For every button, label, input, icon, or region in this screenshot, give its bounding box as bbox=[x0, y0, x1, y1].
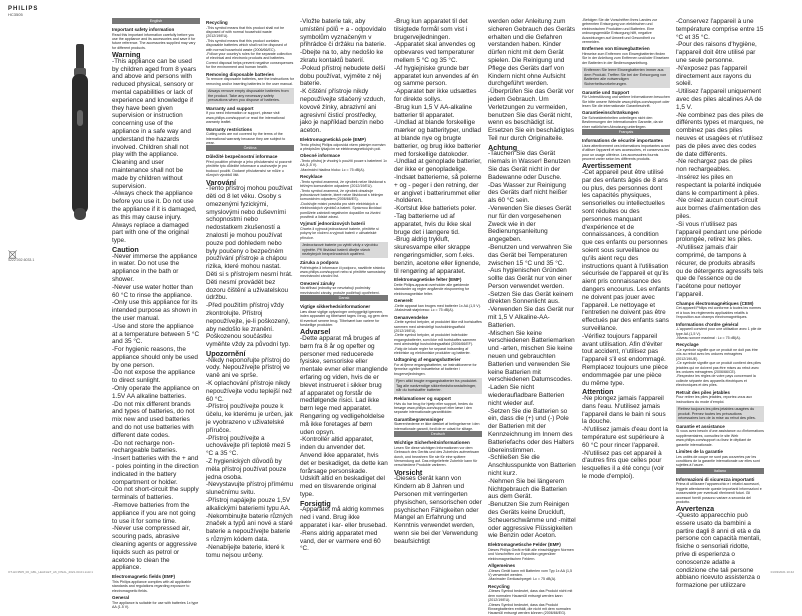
section-body: Si vous avez besoin d'une assistance ou d'informations supplémentaires, consultez le site Web www.philips.com/support ou lisez le dépliant de garantie internationale. bbox=[676, 429, 764, 447]
section-body: Tento přístroj Philips odpovídá všem platným normám a předpisům týkajícím se elektromagnetických polí. bbox=[300, 142, 386, 151]
section-body: -This appliance can be used by children aged from 8 years and above and persons with reduced physical, sensory or mental capabilities or lack of experience and knowledge if they have been given supervision or instruction concerning use of the appliance in a safe way and understand the hazards involved. Children shall not play with the appliance. Cleaning and user maintenance shall not be made by children without supervision. -Always check the appliance before you use it. Do not use the appliance if it is damaged, as this may cause injury. Always replace a damaged part with one of the original type. bbox=[112, 57, 197, 245]
note-box: Entfernen Sie leere Einwegbatterien immer aus dem Produkt. Treffen Sie bei der Entsorgung von Batterien alle notwendigen Sicherheitsvorkehrungen. bbox=[582, 67, 670, 87]
section-body: Lisez attentivement ces informations importantes avant d'utiliser l'appareil et ses accessoires, et conservez-les pour un usage ultérieur. Les accessoires fournis peuvent varier selon les différents produits. bbox=[582, 143, 670, 162]
section-body: Prima di utilizzare l'apparecchio e i relativi accessori, leggete attentamente queste importanti informazioni e conservatele per eventuali riferimenti futuri. Gli accessori forniti possono variare a seconda del prodotto. bbox=[676, 482, 762, 504]
language-header: English bbox=[112, 18, 200, 24]
section-heading: Champs électromagnétiques (CEM) bbox=[676, 300, 754, 306]
section-heading: Advarsel bbox=[300, 327, 331, 337]
section-heading: Varování bbox=[206, 177, 236, 187]
section-heading: Elektromagnetiske felter (EMF) bbox=[394, 277, 462, 283]
note-box: Always remove empty disposable batteries from the product. Take any necessary safety precautions when you dispose of batteries. bbox=[206, 88, 294, 104]
section-heading: Elektromagnetická pole (EMP) bbox=[300, 136, 366, 142]
text-column-2 bbox=[206, 18, 294, 563]
section-heading: Důležité bezpečnostní informace bbox=[206, 154, 278, 160]
section-heading: Vigtige sikkerhedsinformationer bbox=[300, 304, 371, 310]
section-body: Læs disse vigtige oplysninger omhyggeligt igennem, inden apparatet og tilbehøret tages i brug, og gem dem til eventuel senere brug. Tilbehøret kan variere for forskellige produkter. bbox=[300, 309, 388, 328]
section-body: -Befolgen Sie die Vorschriften Ihres Landes zur getrennten Entsorgung von elektrischen und elektronischen Produkten und Batterien. Eine ordnungsgemäße Entsorgung hilft, negative Auswirkungen auf Umwelt und Gesundheit zu vermeiden. bbox=[582, 18, 658, 45]
trimmer-illustration bbox=[60, 40, 100, 230]
section-body: This Philips appliance complies with all applicable standards and regulations regarding exposure to electromagnetic fields. bbox=[112, 579, 192, 593]
section-body: -Brug kun apparatet til det tilsigtede formål som vist i brugervejledningen. -Apparatet skal anvendes og opbevares ved temperaturer mellem 5 °C og 35 °C. -Af hygiejniske grunde bør apparatet kun anvendes af én og samme person. -Apparatet bør ikke udsættes for direkte sollys. -Brug kun 1,5 V AA-alkaline batterier til apparatet. -Undlad at blande forskellige mærker og batterityper, undlad at blande nye og brugte batterier, og brug ikke batterier med forskellige datokoder. -Undlad at genoplade batterier, der ikke er genopladelige. -Indsæt batterierne, så polerne + og - peger i den retning, der er angivet i batterirummet eller -holderen. -Kortslut ikke batteriets poler. -Tag batterierne ud af apparatet, hvis du ikke skal bruge det i længere tid. -Brug aldrig trykluft, skuresvampe eller skrappe rengøringsmidler, som f.eks. benzin, acetone eller lignende, til rengøring af apparatet. bbox=[394, 18, 482, 275]
section-body: Cutting units are not covered by the terms of the international warranty because they are subject to wear. bbox=[206, 132, 286, 146]
section-heading: Wichtige Sicherheitsinformationen bbox=[394, 440, 470, 446]
section-heading: Vorsicht bbox=[394, 467, 423, 477]
section-body: werden oder Anleitung zum sicheren Gebrauch des Geräts erhalten und die Gefahren verstanden haben. Kinder dürfen nicht mit dem Gerät spielen. Die Reinigung und Pflege des Geräts darf von Kindern nicht ohne Aufsicht durchgeführt werden. -Überprüfen Sie das Gerät vor jedem Gebrauch. Um Verletzungen zu vermeiden, benutzen Sie das Gerät nicht, wenn es beschädigt ist. Ersetzen Sie ein beschädigtes Teil nur durch Originalteile. bbox=[488, 18, 576, 142]
note-box: Retirez toujours les piles jetables usagées du produit. Prenez toutes les précautions nécessaires lors de la mise au rebut des piles. bbox=[676, 406, 764, 422]
text-column-1 bbox=[112, 18, 200, 610]
section-heading: Garantie et assistance bbox=[676, 423, 725, 429]
section-body: -Questo apparecchio può essere usato da bambini a partire dagli 8 anni di età e da persone con capacità mentali, fisiche o sensoriali ridotte, prive di esperienza o conoscenze adatte a condizione che tali persone abbiano ricevuto assistenza o formazione per utilizzare bbox=[676, 512, 761, 590]
section-heading: Recyclage bbox=[676, 342, 699, 348]
section-heading: Genanvendelse bbox=[394, 314, 428, 320]
section-heading: Caution bbox=[112, 244, 139, 254]
text-column-4 bbox=[394, 18, 482, 563]
section-heading: Electromagnetic fields (EMF) bbox=[112, 574, 176, 580]
section-heading: Avvertenza bbox=[676, 504, 715, 514]
section-heading: Garantibegrænsninger bbox=[394, 416, 444, 422]
section-body: Chcete-li vyjmout jednorázové baterie, přečtěte si pokyny ke vložení a vyjmutí baterií v uživatelské příručce. bbox=[300, 227, 379, 240]
section-body: Skærenhederne er ikke dækket af betingelserne i den internationale garanti, fordi de er udsat for slitage. bbox=[394, 422, 480, 431]
section-heading: Záruka a podpora bbox=[300, 260, 339, 266]
section-body: Pour retirer les piles jetables, reportez-vous aux instructions du mode d'emploi. bbox=[676, 395, 753, 404]
section-heading: Achtung bbox=[488, 142, 518, 152]
section-heading: Retrait des piles jetables bbox=[676, 389, 730, 395]
section-body: Potřebujete-li informace či podporu, navštivte stránku www.philips.com/support nebo si přečtěte samostatný mezinárodní záruční list. bbox=[300, 265, 386, 279]
section-heading: Vyjmutí jednorázových baterií bbox=[300, 221, 365, 227]
section-body: -Apparatet må aldrig kommes ned i vand. Brug ikke apparatet i kar- eller brusebad. -Rens aldrig apparatet med vand, der er varmere end 60 °C. bbox=[300, 506, 388, 553]
section-body: -Conservez l'appareil à une température comprise entre 15 °C et 35 °C. -Pour des raisons d'hygiène, l'appareil doit être utilisé par une seule personne. -N'exposez pas l'appareil directement aux rayons du soleil. -Utilisez l'appareil uniquement avec des piles alcalines AA de 1,5 V. -Ne combinez pas des piles de différents types et marques, ne combinez pas des piles neuves et usagées et n'utilisez pas de piles avec des codes de date différents. -Ne rechargez pas de piles non rechargeables. -Insérez les piles en respectant la polarité indiquée dans le compartiment à piles. -Ne créez aucun court-circuit aux bornes d'alimentation des piles. -Si vous n'utilisez pas l'appareil pendant une période prolongée, retirez les piles. -N'utilisez jamais d'air comprimé, de tampons à récurer, de produits abrasifs ou de détergents agressifs tels que de l'essence ou de l'acétone pour nettoyer l'appareil. bbox=[676, 18, 764, 298]
section-heading: Entfernen von Einwegbatterien bbox=[582, 46, 650, 52]
section-body: If you need information or support, please visit www.philips.com/support or read the international warranty leaflet. bbox=[206, 111, 285, 125]
section-heading: Warranty restrictions bbox=[206, 126, 253, 132]
section-body: Hvis du har brug for hjælp eller support, bedes du besøge www.philips.com/support eller læse i den separate internationale garantifolder. bbox=[394, 401, 473, 415]
section-heading: Attention bbox=[582, 387, 614, 397]
footer-date: 01/03/2021 10:42 bbox=[770, 570, 794, 574]
section-body: To remove disposable batteries, see the instructions for removing and/or inserting batteries in the user manual. bbox=[206, 77, 294, 86]
text-column-6 bbox=[582, 18, 670, 563]
section-body: -Tento přístroj mohou používat děti od 8 let věku. Osoby s omezenými fyzickými, smyslovými nebo duševními schopnostmi nebo nedostatkem zkušeností a znalostí je mohou používat pouze pod dohledem nebo byly poučeny o bezpečném používání přístroje a chápou rizika, které mohou nastat. Děti si s přístrojem nesmí hrát. Děti nesmí provádět bez dozoru čištění a uživatelskou údržbu. -Před použitím přístroj vždy zkontrolujte. Přístroj nepoužívejte, je-li poškozený, aby nedošlo ke zranění. Poškozenou součástku vyměňte vždy za původní typ. bbox=[206, 185, 293, 349]
section-heading: Elektromagnetische Felder (EMF) bbox=[488, 542, 561, 548]
section-heading: Omezení záruky bbox=[300, 280, 335, 286]
footer-file: OT-HC3505_00_GBL_LEAFLET_A6_FINAL_2021-03-01.indd 1 bbox=[8, 570, 93, 574]
section-heading: Removing disposable batteries bbox=[206, 71, 274, 77]
section-body: -Ce symbole signifie que ce produit ne doit pas être mis au rebut avec les ordures ménagères (2012/19/UE). -Ce symbole signifie que ce produit contient des piles jetables qui ne doivent pas être mises au rebut avec les ordures ménagères (2006/66/CE). -Respectez les règles de votre pays concernant la collecte séparée des appareils électriques et électroniques et des piles. bbox=[676, 347, 761, 388]
section-heading: General bbox=[112, 595, 130, 601]
section-heading: Forsigtig bbox=[300, 498, 331, 508]
section-body: -Vložte baterie tak, aby umístění pólů + a - odpovídalo symbolům vyznačeným v přihrádce či držáku na baterie. -Dbejte na to, aby nedošlo ke zkratu kontaktů baterií. -Pokud přístroj nebudete delší dobu používat, vyjměte z něj baterie. -K čištění přístroje nikdy nepoužívejte stlačený vzduch, kovové žínky, abrazivní ani agresivní čisticí prostředky, jako je například benzín nebo aceton. bbox=[300, 18, 387, 135]
section-heading: Warning bbox=[112, 50, 141, 60]
section-body: -Ne plongez jamais l'appareil dans l'eau. N'utilisez jamais l'appareil dans le bain ni sous la douche. -N'utilisez jamais d'eau dont la température est supérieure à 60 °C pour rincer l'appareil. -N'utilisez pas cet appareil à d'autres fins que celles pour lesquelles il a été conçu (voir le mode d'emploi). bbox=[582, 394, 668, 480]
language-header: Dansk bbox=[300, 295, 388, 301]
print-footer bbox=[8, 570, 794, 574]
section-heading: Udtagning af engangsbatterier bbox=[394, 357, 461, 363]
text-column-3 bbox=[300, 18, 388, 563]
section-body: -Dette symbol betyder, at produktet ikke må bortskaffes sammen med almindeligt husholdningsaffald (2012/19/EU). -Dette symbol betyder, at produktet indeholder engangsbatterier, som ikke må bortskaffes sammen med almindeligt husholdningsaffald (2006/66/EF). -Følg de lokale regler for separat indsamling af elektriske og elektroniske produkter og batterier. bbox=[394, 320, 482, 355]
section-body: -Dieses Gerät kann mit Batterien vom Typ 1x AA (1,5 V) verwendet werden. -Maximaler Geräuschpegel: Lc = 75 dB(A). bbox=[488, 568, 573, 582]
section-body: -L'appareil convient pour une utilisation avec 1 pile de type AA (1,5 V). -Niveau sonore maximal : Lc = 75 dB(A). bbox=[676, 327, 762, 340]
section-heading: Avertissement bbox=[582, 161, 632, 171]
section-body: -Nikdy neponořujte přístroj do vody. Nepoužívejte přístroj ve vaně ani ve sprše. -K oplachování přístroje nikdy nepoužívejte vodu teplejší než 60 °C. -Přístroj používejte pouze k účelu, ke kterému je určen, jak je vyobrazeno v uživatelské příručce. -Přístroj používejte a uchovávejte při teplotě mezi 5 °C a 35 °C. -Z hygienických důvodů by měla přístroj používat pouze jedna osoba. -Nevystavujte přístroj přímému slunečnímu svitu. -Přístroj napájejte pouze 1,5V alkalickými bateriemi typu AA. -Nekombinujte baterie různých značek a typů ani nové a staré baterie a nepoužívejte baterie s různým kódem data. -Nenabíjejte baterie, které k tomu nejsou určeny. bbox=[206, 356, 294, 559]
text-column-7 bbox=[676, 18, 764, 590]
section-body: -Dieses Gerät kann von Kindern ab 8 Jahren und Personen mit verringerten physischen, sensorischen oder psychischen Fähigkeiten oder Mangel an Erfahrung und Kenntnis verwendet werden, wenn sie bei der Verwendung beaufsichtigt bbox=[394, 475, 482, 545]
section-heading: Generelt bbox=[394, 298, 413, 304]
section-body: Dette Philips-apparat overholder alle gældende standarder og regler angående eksponering for elektromagnetiske felter. bbox=[394, 282, 470, 296]
section-heading: Recycling bbox=[488, 583, 510, 589]
section-heading: Obecné informace bbox=[300, 153, 341, 159]
language-header: Italiano bbox=[676, 468, 764, 474]
document-code: 4222.002.6033.1 bbox=[8, 258, 35, 262]
section-body: -Cet appareil peut être utilisé par des enfants âgés de 8 ans ou plus, des personnes dont les capacités physiques, sensorielles ou intellectuelles sont réduites ou des personnes manquant d'expérience et de connaissances, à condition que ces enfants ou personnes soient sous surveillance ou qu'ils aient reçu des instructions quant à l'utilisation sécurisée de l'appareil et qu'ils aient pris connaissance des dangers encourus. Les enfants ne doivent pas jouer avec l'appareil. Le nettoyage et l'entretien ne doivent pas être effectués par des enfants sans surveillance. -Vérifiez toujours l'appareil avant utilisation. Afin d'éviter tout accident, n'utilisez pas l'appareil s'il est endommagé. Remplacez toujours une pièce endommagée par une pièce du même type. bbox=[582, 169, 670, 387]
section-body: -Dette apparat kan bruges med batterier 1x AA (1,5 V). -Maksimalt støjniveau: Lc = 75 dB(A). bbox=[394, 303, 481, 313]
section-body: -Tauchen Sie das Gerät niemals in Wasser! Benutzen Sie das Gerät nicht in der Badewanne oder Dusche. -Das Wasser zur Reinigung des Geräts darf nicht heißer als 60 °C sein. -Verwenden Sie dieses Gerät nur für den vorgesehenen Zweck wie in der Bedienungsanleitung angegeben. -Benutzen und verwahren Sie das Gerät bei Temperaturen zwischen 15 °C und 35 °C. -Aus hygienischen Gründen sollte das Gerät nur von einer Person verwendet werden. -Setzen Sie das Gerät keinem direkten Sonnenlicht aus. -Verwenden Sie das Gerät nur mit 1,5 V Alkaline-AA-Batterien. -Mischen Sie keine verschiedenen Batteriemarken und -arten, mischen Sie keine neuen und gebrauchten Batterien und verwenden Sie keine Batterien mit verschiedenen Datumscodes. -Laden Sie nicht wiederaufladbare Batterien nicht wieder auf. -Setzen Sie die Batterien so ein, dass die (+) und (-) Pole der Batterien mit der Kennzeichnung im Innern des Batteriefachs oder des Halters übereinstimmen. -Schließen Sie die Anschlusspunkte von Batterien nicht kurz. -Nehmen Sie bei längerem Nichtgebrauch die Batterien aus dem Gerät. -Benutzen Sie zum Reinigen des Geräts keine Druckluft, Scheuerschwämme und -mittel oder aggressive Flüssigkeiten wie Benzin oder Aceton. bbox=[488, 150, 576, 540]
section-body: Les unités de coupe ne sont pas couvertes par les conditions de la garantie internationale car elles sont sujettes à l'usure. bbox=[676, 454, 760, 468]
language-header: Deutsch bbox=[394, 431, 482, 437]
section-heading: Recycling bbox=[206, 20, 228, 25]
section-heading: Warranty and support bbox=[206, 105, 254, 111]
section-heading: Recyklace bbox=[300, 174, 323, 180]
section-body: Lesen Sie diese wichtigen Informationen vor dem Gebrauch des Geräts und des Zubehörs aufmerksam durch, und bewahren Sie sie für eine spätere Verwendung auf. Das mitgelieferte Zubehör kann für verschiedene Produkte variieren. bbox=[394, 445, 480, 468]
text-column-5 bbox=[488, 18, 576, 616]
language-header: Čeština bbox=[206, 145, 294, 151]
note-box: Jednorázové baterie po vybití vždy z výrobku vyjměte. Při likvidaci baterií dbejte všech nezbytných bezpečnostních opatření. bbox=[300, 242, 388, 258]
section-heading: Informations d'ordre général bbox=[676, 321, 739, 327]
section-heading: Informations de sécurité importantes bbox=[582, 138, 663, 144]
section-heading: Reklamationer og support bbox=[394, 395, 451, 401]
section-body: Cet appareil Philips est conforme à toutes les normes et à tous les règlements applicables relatifs à l'exposition aux champs électromagnétiques. bbox=[676, 306, 762, 320]
section-heading: Upozornění bbox=[206, 349, 246, 359]
note-box: Fjern altid brugte engangsbatterier fra produktet. Tag alle nødvendige sikkerhedsforanstaltninger, når du bortskaffer batterier. bbox=[394, 378, 482, 394]
section-body: -Never immerse the appliance in water. Do not use the appliance in the bath or shower. -Never use water hotter than 60 °C to rinse the appliance. -Only use this appliance for its intended purpose as shown in the user manual. -Use and store the appliance at a temperature between 5 °C and 35 °C. -For hygienic reasons, the appliance should only be used by one person. -Do not expose the appliance to direct sunlight. -Only operate the appliance on 1.5V AA alkaline batteries. -Do not mix different brands and types of batteries, do not mix new and used batteries and do not use batteries with different date codes. -Do not recharge non-rechargeable batteries. -Insert batteries with the + and - poles pointing in the direction indicated in the battery compartment or holder. -Do not short-circuit the supply terminals of batteries. -Remove batteries from the appliance if you are not going to use it for some time. -Never use compressed air, scouring pads, abrasive cleaning agents or aggressive liquids such as petrol or acetone to clean the appliance. bbox=[112, 252, 200, 572]
section-body: -This symbol means that this product shall not be disposed of with normal household waste (2012/19/EU). -This symbol means that this product contains disposable batteries which shall not be disposed of with normal household waste (2006/66/EC). -Follow your country's rules for the separate collection of electrical and electronic products and batteries. Correct disposal helps prevent negative consequences for the environment and human health. bbox=[206, 25, 294, 70]
section-body: Hinweise zum Entfernen von Einwegbatterien finden Sie in der Anleitung zum Entfernen und/oder Einsetzen der Batterien in der Bedienungsanleitung. bbox=[582, 52, 670, 65]
section-heading: Limites de la garantie bbox=[676, 448, 723, 454]
section-heading: Allgemeines bbox=[488, 563, 516, 568]
section-body: -Tento přístroj je vhodný k použití pouze s bateriemi 1x AA (1,5 V). -Maximální hladina hluku: Lc = 75 dB(A). bbox=[300, 158, 387, 172]
language-header: Français bbox=[582, 129, 670, 135]
section-heading: Informazioni di sicurezza importanti bbox=[676, 476, 755, 482]
section-body: Dieses Philips Gerät erfüllt alle einschlägigen Normen und Vorschriften zur Exposition gegenüber elektromagnetischen Feldern. bbox=[488, 547, 574, 561]
section-body: -Dette apparat må bruges af børn fra 8 år og opefter og personer med reducerede fysiske, sensoriske eller mentale evner eller manglende erfaring og viden, hvis de er blevet instrueret i sikker brug af apparatet og forstår de medfølgende risici. Lad ikke børn lege med apparatet. Rengøring og vedligeholdelse må ikke foretages af børn uden opsyn. -Kontrollér altid apparatet, inden du anvender det. Anvend ikke apparatet, hvis det er beskadiget, da dette kan forårsage personskade. Udskift altid en beskadiget del med en tilsvarende original type. bbox=[300, 335, 388, 498]
section-body: The appliance is suitable for use with batteries 1x type AA (1.5 V). bbox=[112, 600, 199, 610]
philips-logo: PHILIPS bbox=[8, 6, 39, 12]
model-number: HC3505 bbox=[8, 12, 23, 17]
brand-block bbox=[8, 6, 88, 17]
section-body: For at fjerne engangsbatterier, se instruktionerne for fjernelse og/eller indsættelse af batterier i brugervejledningen. bbox=[394, 362, 477, 376]
section-body: -Tento symbol znamená, že výrobek nelze likvidovat s běžným komunálním odpadem (2012/19/EU). -Tento symbol znamená, že výrobek obsahuje jednorázové baterie, které nelze likvidovat s běžným komunálním odpadem (2006/66/ES). -Dodržujte místní pravidla pro sběr elektrických a elektronických výrobků a baterií. Správnou likvidací pomůžete zabránit negativním dopadům na životní prostředí a lidské zdraví. bbox=[300, 179, 386, 220]
section-body: Die Schneideeinheiten unterliegen nicht den Bestimmungen der internationalen Garantie, da sie einer natürlichen Abnutzung unterliegen. bbox=[582, 116, 664, 129]
section-body: -Dieses Symbol bedeutet, dass das Produkt nicht mit dem normalen Hausmüll entsorgt werden kann (2012/19/EU). -Dieses Symbol bedeutet, dass das Produkt Einwegbatterien enthält, die nicht mit dem normalen Hausmüll entsorgt werden können (2006/66/EG). bbox=[488, 589, 573, 616]
section-body: Na střihací jednotky se nevztahují podmínky mezinárodní záruky, protože podléhají opotřebení. bbox=[300, 286, 380, 295]
section-body: Před použitím přístroje a jeho příslušenství si pozorně přečtěte tyto důležité informace a uschovejte je pro budoucí použití. Dodané příslušenství se může u různých výrobků lišit. bbox=[206, 160, 292, 178]
section-heading: Important safety information bbox=[112, 27, 175, 32]
section-heading: Garantieeinschränkungen bbox=[582, 110, 639, 116]
section-body: Read this important information carefully before you use the appliance and its accessories and save it for future reference. The accessories supplied may vary for different products. bbox=[112, 32, 196, 50]
section-heading: Garantie und Support bbox=[582, 89, 630, 95]
section-body: Für Unterstützung und weitere Informationen besuchen Sie bitte unsere Website www.philips.com/support oder lesen Sie die internationale Garantieschrift. bbox=[582, 95, 670, 109]
